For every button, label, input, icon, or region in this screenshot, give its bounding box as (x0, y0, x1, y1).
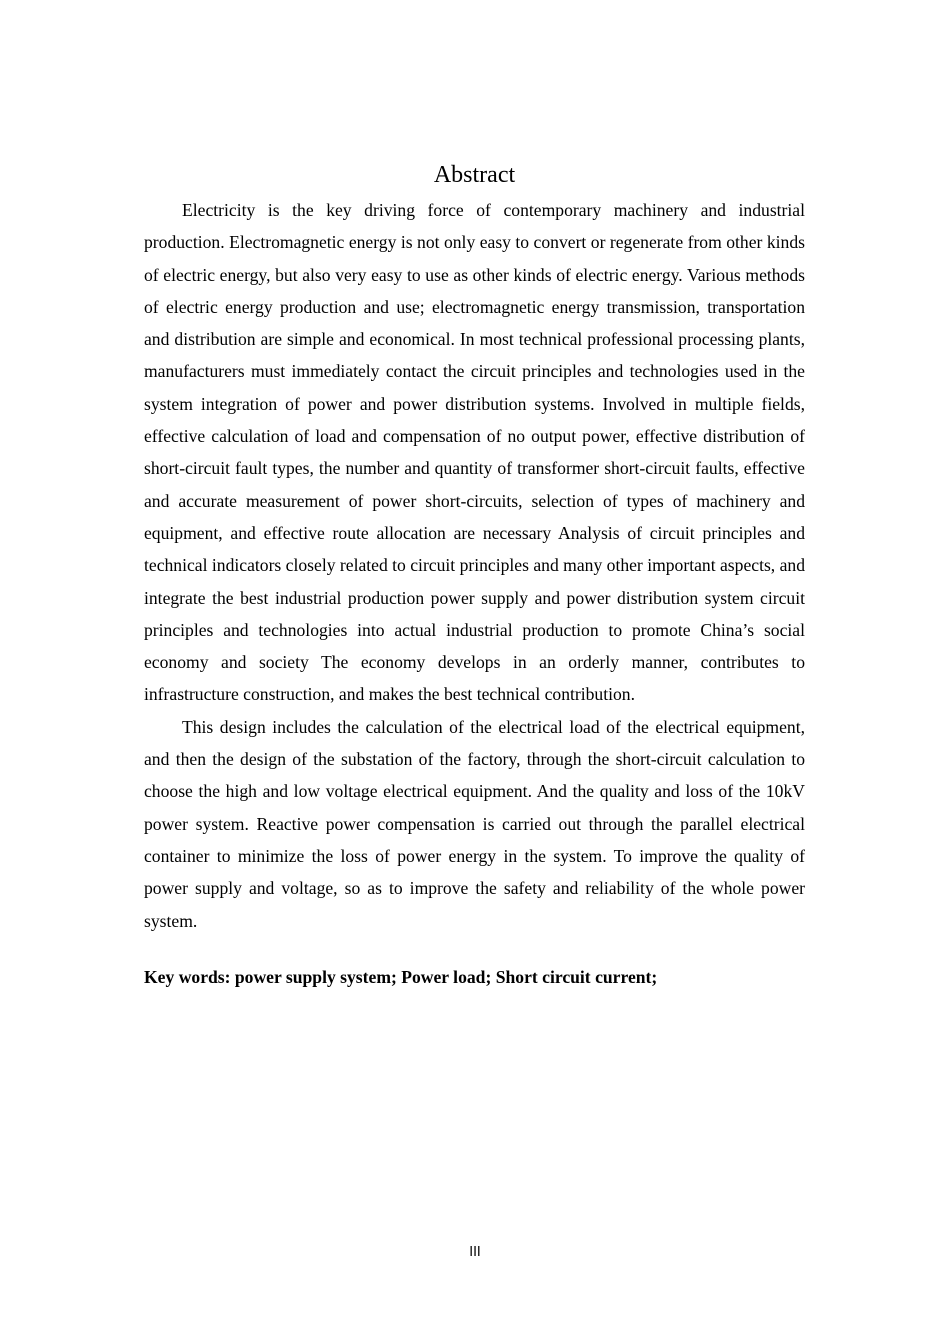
keywords-line: Key words: power supply system; Power load; Short circuit current; (144, 966, 658, 987)
abstract-title: Abstract (433, 162, 516, 188)
page-number: III (469, 1245, 481, 1260)
abstract-paragraph-2: This design includes the calculation of the electrical load of the electrical equipment, and then the design of the substation of the factory, through the short-circuit calculation to choose the high and low voltage electrical equipment. And the quality and loss of the 10kV power system. Reactive power compensation is carried out through the parallel electrical container to minimize the loss of power energy in the system. To improve the quality of power supply and voltage, so as to improve the safety and reliability of the whole power system. (144, 716, 805, 931)
abstract-page (144, 158, 805, 993)
abstract-paragraph-1: Electricity is the key driving force of contemporary machinery and industrial production. Electromagnetic energy is not only easy to convert or regenerate from other kinds of electric energy, but also very easy to use as other kinds of electric energy. Various methods of electric energy production and use; electromagnetic energy transmission, transportation and distribution are simple and economical. In most technical professional processing plants, manufacturers must immediately contact the circuit principles and technologies used in the system integration of power and power distribution systems. Involved in multiple fields, effective calculation of load and compensation of no output power, effective distribution of short-circuit fault types, the number and quantity of transformer short-circuit faults, effective and accurate measurement of power short-circuits, selection of types of machinery and equipment, and effective route allocation are necessary Analysis of circuit principles and technical indicators closely related to circuit principles and many other important aspects, and integrate the best industrial production power supply and power distribution system circuit principles and technologies into actual industrial production to promote China’s social economy and society The economy develops in an orderly manner, contributes to infrastructure construction, and makes the best technical contribution. (144, 200, 806, 705)
